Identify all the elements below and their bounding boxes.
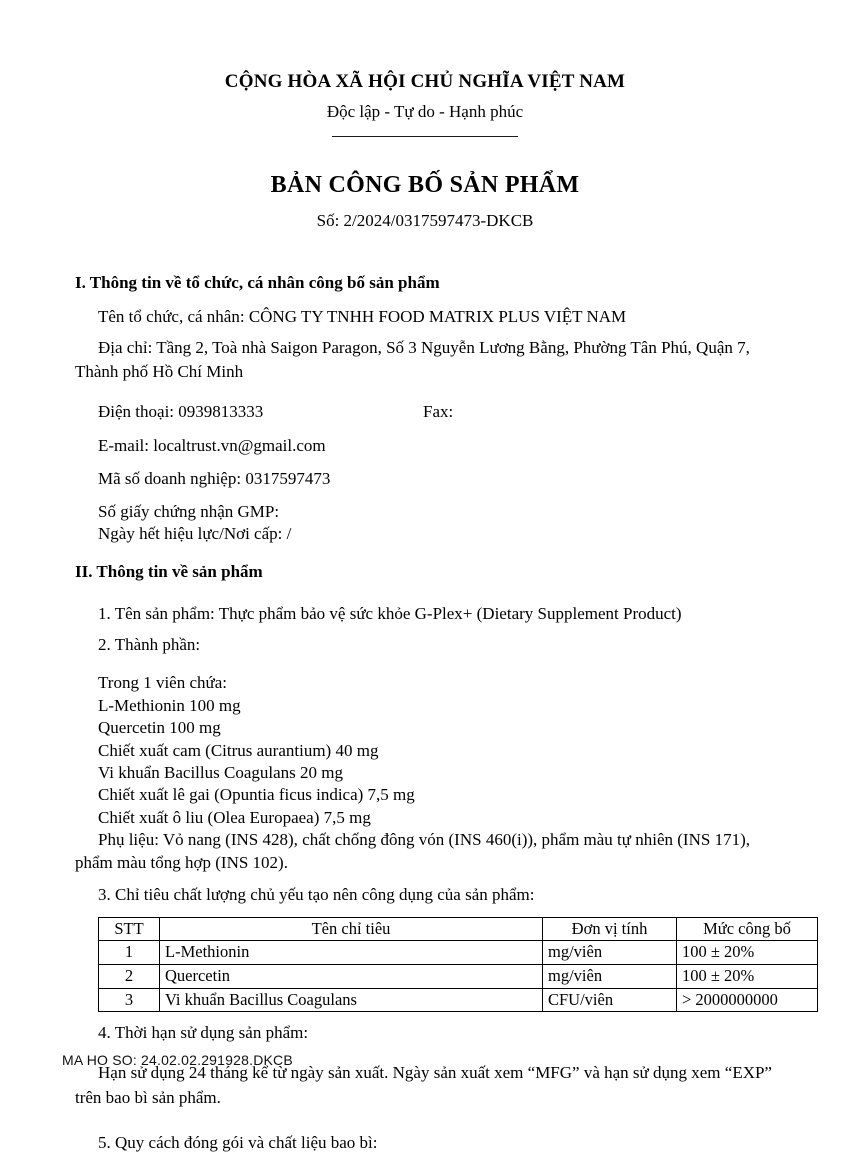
country-name: CỘNG HÒA XÃ HỘI CHỦ NGHĨA VIỆT NAM (224, 71, 626, 92)
national-header (0, 70, 850, 137)
organization-name: Tên tổ chức, cá nhân: CÔNG TY TNHH FOOD MATRIX PLUS VIỆT NAM (98, 307, 627, 327)
table-header-row (99, 917, 818, 941)
document-number: Số: 2/2024/0317597473-DKCB (316, 211, 534, 230)
quality-table (98, 917, 818, 1013)
footer-record-code: MA HO SO: 24.02.02.291928.DKCB (62, 1052, 293, 1068)
cell-indicator: Quercetin (160, 965, 543, 989)
cell-stt: 3 (99, 988, 160, 1012)
table-row (99, 941, 818, 965)
shelf-life-heading: 4. Thời hạn sử dụng sản phẩm: (98, 1023, 309, 1043)
email-line: E-mail: localtrust.vn@gmail.com (98, 435, 326, 455)
organization-address: Địa chỉ: Tầng 2, Toà nhà Saigon Paragon, Số 3 Nguyễn Lương Bằng, Phường Tân Phú, Quận 7, Thành phố Hồ Chí Minh (75, 337, 750, 382)
spacer (75, 874, 775, 883)
expiry-issuer-line: Ngày hết hiệu lực/Nơi cấp: / (98, 524, 292, 544)
table-header-unit: Đơn vị tính (543, 917, 677, 941)
spacer (75, 1116, 775, 1131)
spacer (75, 391, 775, 400)
excipients-line: Phụ liệu: Vỏ nang (INS 428), chất chống đông vón (INS 460(i)), phẩm màu tự nhiên (INS 171), phẩm màu tổng hợp (INS 102). (75, 830, 750, 872)
national-motto: Độc lập - Tự do - Hạnh phúc (326, 101, 524, 121)
table-header-stt: STT (99, 917, 160, 941)
gmp-line: Số giấy chứng nhận GMP: (98, 501, 280, 521)
document-body (75, 272, 791, 1162)
cell-indicator: Vi khuẩn Bacillus Coagulans (160, 988, 543, 1012)
cell-unit: mg/viên (543, 941, 677, 965)
ingredient-item: Quercetin 100 mg (98, 718, 221, 738)
phone-line (75, 400, 775, 425)
header-divider (332, 136, 518, 137)
ingredients-block (75, 672, 775, 874)
section-heading-one: I. Thông tin về tổ chức, cá nhân công bố sản phẩm (75, 273, 440, 292)
spacer (75, 546, 775, 561)
table-row (99, 965, 818, 989)
page-title: BẢN CÔNG BỐ SẢN PHẨM (270, 172, 580, 198)
ingredient-item: Chiết xuất lê gai (Opuntia ficus indica) 7,5 mg (98, 785, 415, 805)
quality-heading: 3. Chỉ tiêu chất lượng chủ yếu tạo nên công dụng của sản phẩm: (98, 885, 535, 905)
cell-unit: CFU/viên (543, 988, 677, 1012)
ingredients-intro: Trong 1 viên chứa: (98, 673, 227, 693)
fax-label: Fax: (423, 402, 454, 422)
table-header-indicator: Tên chỉ tiêu (160, 917, 543, 941)
ingredient-item: Chiết xuất ô liu (Olea Europaea) 7,5 mg (98, 807, 371, 827)
cell-level: 100 ± 20% (677, 965, 818, 989)
cell-stt: 1 (99, 941, 160, 965)
cell-unit: mg/viên (543, 965, 677, 989)
cell-stt: 2 (99, 965, 160, 989)
business-code-line: Mã số doanh nghiệp: 0317597473 (98, 469, 331, 489)
cell-level: > 2000000000 (677, 988, 818, 1012)
table-row (99, 988, 818, 1012)
shelf-life-text: Hạn sử dụng 24 tháng kể từ ngày sản xuất. Ngày sản xuất xem “MFG” và hạn sử dụng xem “EXP” trên bao bì sản phẩm. (75, 1062, 772, 1107)
table-header-level: Mức công bố (677, 917, 818, 941)
phone-value: Điện thoại: 0939813333 (98, 402, 264, 422)
ingredients-heading: 2. Thành phần: (98, 634, 201, 654)
product-name-line: 1. Tên sản phẩm: Thực phẩm bảo vệ sức khỏe G-Plex+ (Dietary Supplement Product) (98, 603, 682, 623)
ingredient-item: Vi khuẩn Bacillus Coagulans 20 mg (98, 762, 343, 782)
section-heading-two: II. Thông tin về sản phẩm (75, 561, 263, 581)
ingredient-item: L-Methionin 100 mg (98, 695, 241, 715)
cell-level: 100 ± 20% (677, 941, 818, 965)
ingredient-item: Chiết xuất cam (Citrus aurantium) 40 mg (98, 740, 379, 760)
spacer (75, 1012, 775, 1021)
cell-indicator: L-Methionin (160, 941, 543, 965)
document-title-block (0, 172, 850, 231)
packaging-heading: 5. Quy cách đóng gói và chất liệu bao bì: (98, 1133, 378, 1153)
spacer (75, 593, 775, 602)
spacer (75, 663, 775, 672)
